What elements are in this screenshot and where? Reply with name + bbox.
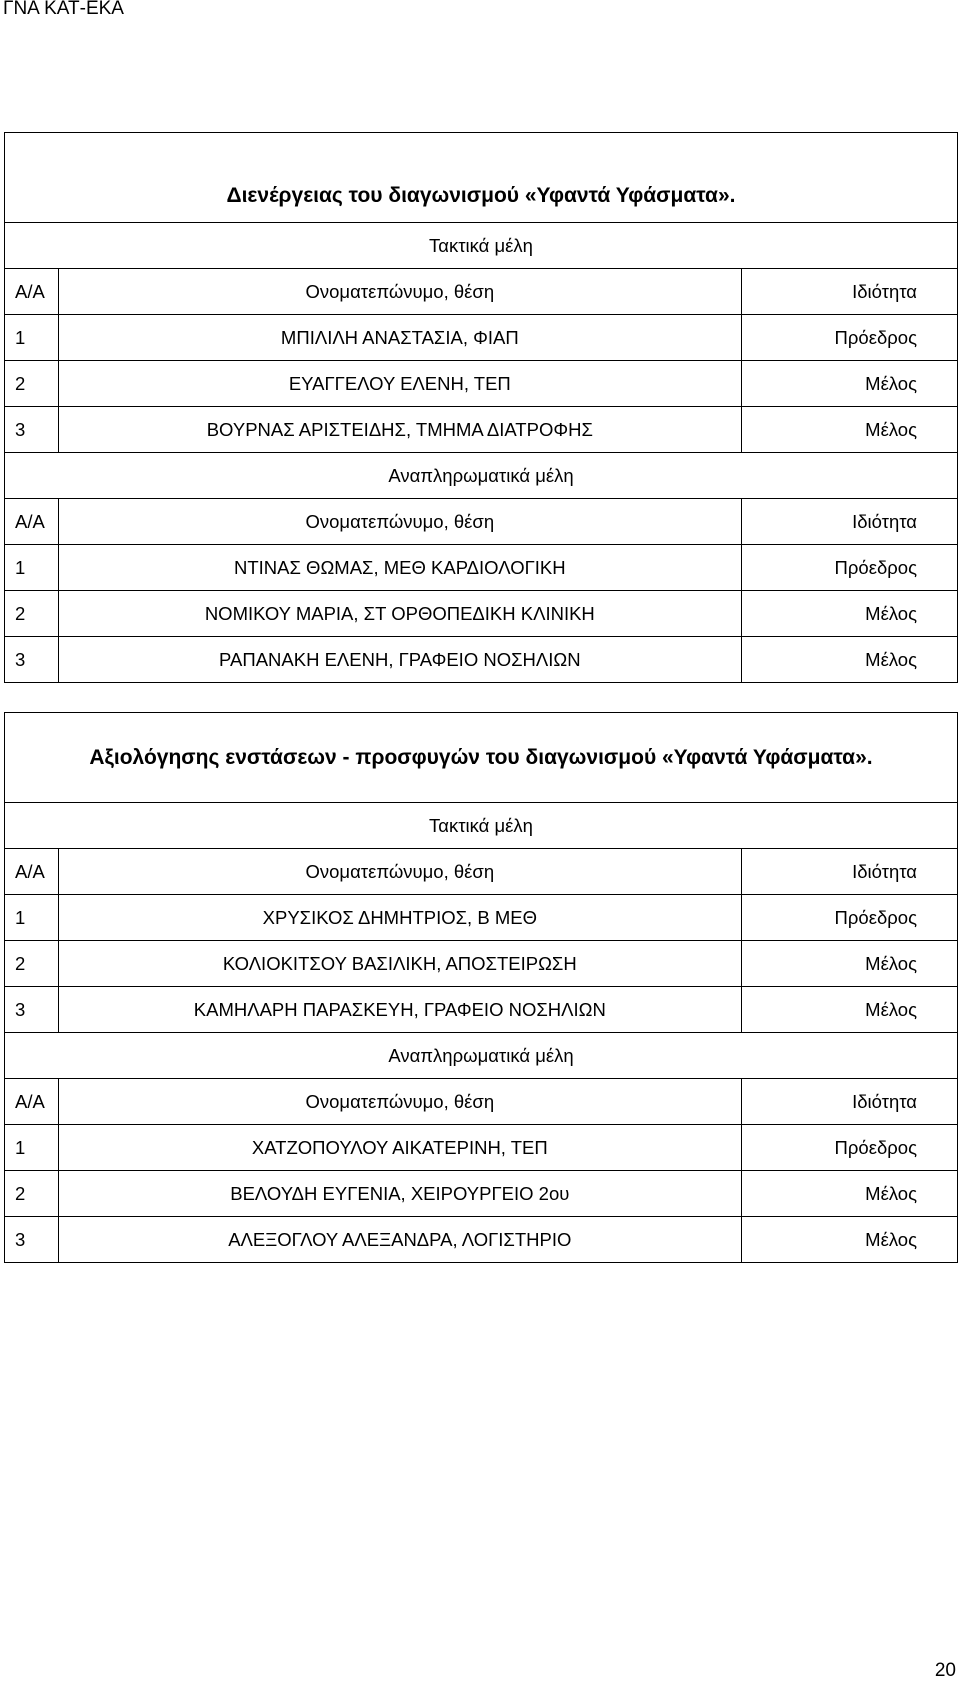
- section-heading-row: [5, 1033, 958, 1079]
- member-name: ΚΟΛΙΟΚΙΤΣΟΥ ΒΑΣΙΛΙΚΗ, ΑΠΟΣΤΕΙΡΩΣΗ: [59, 941, 741, 987]
- member-name: ΚΑΜΗΛΑΡΗ ΠΑΡΑΣΚΕΥΗ, ΓΡΑΦΕΙΟ ΝΟΣΗΛΙΩΝ: [59, 987, 741, 1033]
- member-name: ΝΟΜΙΚΟΥ ΜΑΡΙΑ, ΣΤ ΟΡΘΟΠΕΔΙΚΗ ΚΛΙΝΙΚΗ: [59, 591, 741, 637]
- member-name: ΒΟΥΡΝΑΣ ΑΡΙΣΤΕΙΔΗΣ, ΤΜΗΜΑ ΔΙΑΤΡΟΦΗΣ: [59, 407, 741, 453]
- member-role: Μέλος: [741, 591, 957, 637]
- member-number: 1: [5, 1125, 59, 1171]
- table-row: [5, 895, 958, 941]
- member-number: 3: [5, 637, 59, 683]
- member-number: 2: [5, 941, 59, 987]
- table-row: [5, 315, 958, 361]
- column-header-role: Ιδιότητα: [741, 269, 957, 315]
- column-header-name: Ονοματεπώνυμο, θέση: [59, 269, 741, 315]
- column-header-number: Α/Α: [5, 269, 59, 315]
- member-name: ΒΕΛΟΥΔΗ ΕΥΓΕΝΙΑ, ΧΕΙΡΟΥΡΓΕΙΟ 2ου: [59, 1171, 741, 1217]
- member-number: 3: [5, 1217, 59, 1263]
- committee-table: [4, 132, 958, 683]
- member-name: ΧΑΤΖΟΠΟΥΛΟΥ ΑΙΚΑΤΕΡΙΝΗ, ΤΕΠ: [59, 1125, 741, 1171]
- column-header-role: Ιδιότητα: [741, 849, 957, 895]
- section-heading: Τακτικά μέλη: [5, 223, 958, 269]
- member-role: Πρόεδρος: [741, 1125, 957, 1171]
- member-number: 1: [5, 315, 59, 361]
- member-role: Μέλος: [741, 361, 957, 407]
- table-row: [5, 1125, 958, 1171]
- column-header-name: Ονοματεπώνυμο, θέση: [59, 499, 741, 545]
- section-heading-row: [5, 453, 958, 499]
- member-role: Μέλος: [741, 987, 957, 1033]
- member-number: 1: [5, 895, 59, 941]
- member-name: ΕΥΑΓΓΕΛΟΥ ΕΛΕΝΗ, ΤΕΠ: [59, 361, 741, 407]
- member-name: ΡΑΠΑΝΑΚΗ ΕΛΕΝΗ, ΓΡΑΦΕΙΟ ΝΟΣΗΛΙΩΝ: [59, 637, 741, 683]
- table-row: [5, 1217, 958, 1263]
- section-heading: Αναπληρωματικά μέλη: [5, 453, 958, 499]
- column-header-number: Α/Α: [5, 499, 59, 545]
- member-name: ΑΛΕΞΟΓΛΟΥ ΑΛΕΞΑΝΔΡΑ, ΛΟΓΙΣΤΗΡΙΟ: [59, 1217, 741, 1263]
- committee-title-row: [5, 133, 958, 223]
- member-role: Μέλος: [741, 637, 957, 683]
- running-header: ΓΝΑ ΚΑΤ-ΕΚΑ: [3, 0, 124, 19]
- member-role: Πρόεδρος: [741, 545, 957, 591]
- member-name: ΝΤΙΝΑΣ ΘΩΜΑΣ, ΜΕΘ ΚΑΡΔΙΟΛΟΓΙΚΗ: [59, 545, 741, 591]
- table-row: [5, 637, 958, 683]
- member-role: Μέλος: [741, 1171, 957, 1217]
- column-header-role: Ιδιότητα: [741, 1079, 957, 1125]
- member-role: Μέλος: [741, 407, 957, 453]
- table-row: [5, 987, 958, 1033]
- member-number: 1: [5, 545, 59, 591]
- member-name: ΜΠΙΛΙΛΗ ΑΝΑΣΤΑΣΙΑ, ΦΙΑΠ: [59, 315, 741, 361]
- column-header-name: Ονοματεπώνυμο, θέση: [59, 849, 741, 895]
- table-row: [5, 361, 958, 407]
- column-header-row: [5, 849, 958, 895]
- section-heading-row: [5, 803, 958, 849]
- committee-title: Διενέργειας του διαγωνισμού «Υφαντά Υφάσματα».: [5, 133, 958, 223]
- committee-title: Αξιολόγησης ενστάσεων - προσφυγών του διαγωνισμού «Υφαντά Υφάσματα».: [5, 713, 958, 803]
- section-heading: Τακτικά μέλη: [5, 803, 958, 849]
- table-row: [5, 407, 958, 453]
- member-number: 2: [5, 361, 59, 407]
- member-number: 3: [5, 987, 59, 1033]
- member-number: 3: [5, 407, 59, 453]
- section-heading: Αναπληρωματικά μέλη: [5, 1033, 958, 1079]
- column-header-number: Α/Α: [5, 849, 59, 895]
- member-name: ΧΡΥΣΙΚΟΣ ΔΗΜΗΤΡΙΟΣ, Β ΜΕΘ: [59, 895, 741, 941]
- column-header-row: [5, 499, 958, 545]
- column-header-role: Ιδιότητα: [741, 499, 957, 545]
- member-number: 2: [5, 591, 59, 637]
- table-row: [5, 545, 958, 591]
- column-header-row: [5, 269, 958, 315]
- table-row: [5, 941, 958, 987]
- committee-table: [4, 712, 958, 1263]
- committee-title-row: [5, 713, 958, 803]
- section-heading-row: [5, 223, 958, 269]
- member-role: Μέλος: [741, 941, 957, 987]
- column-header-number: Α/Α: [5, 1079, 59, 1125]
- column-header-name: Ονοματεπώνυμο, θέση: [59, 1079, 741, 1125]
- member-role: Μέλος: [741, 1217, 957, 1263]
- table-row: [5, 591, 958, 637]
- member-number: 2: [5, 1171, 59, 1217]
- member-role: Πρόεδρος: [741, 895, 957, 941]
- member-role: Πρόεδρος: [741, 315, 957, 361]
- page-number: 20: [934, 1660, 956, 1681]
- column-header-row: [5, 1079, 958, 1125]
- table-row: [5, 1171, 958, 1217]
